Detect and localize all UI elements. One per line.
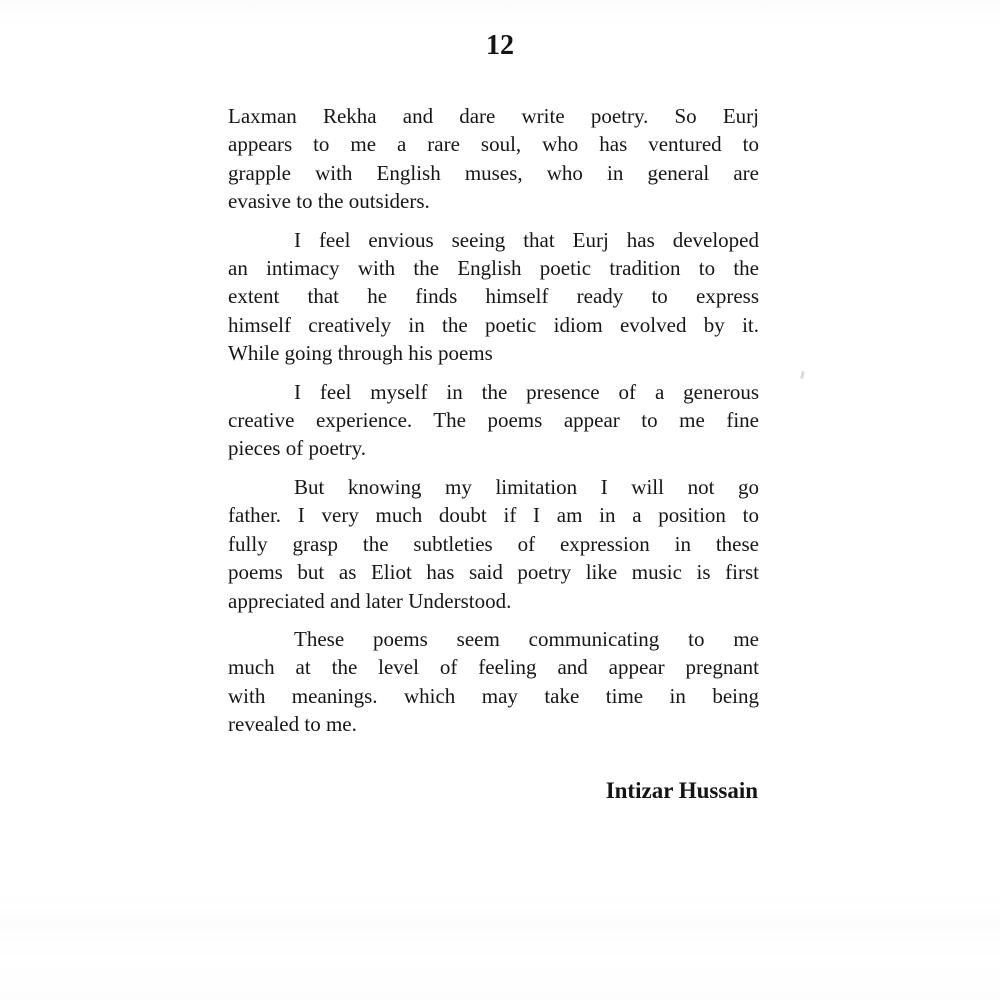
paragraph [228,226,759,368]
text-line: I feel myself in the presence of a generous [294,379,759,404]
text-line: But knowing my limitation I will not go [294,474,759,499]
text-line: Laxman Rekha and dare write poetry. So Eurj [228,104,759,128]
text-line: poems but as Eliot has said poetry like music is first [228,560,759,585]
text-line: father. I very much doubt if I am in a position to [228,503,759,528]
page-number: 12 [486,30,514,61]
text-line: pieces of poetry. [228,436,366,461]
paragraph [228,625,759,739]
text-line: extent that he finds himself ready to express [228,284,759,309]
text-line: an intimacy with the English poetic tradition to the [228,256,759,281]
scan-artifact-speck [800,371,805,379]
author-signature: Intizar Hussain [605,778,758,803]
text-line: revealed to me. [228,712,357,737]
text-line: with meanings. which may take time in being [228,683,759,708]
text-line: I feel envious seeing that Eurj has developed [294,227,759,252]
text-line: appears to me a rare soul, who has ventured to [228,132,759,157]
paragraph [228,473,759,615]
text-line: appreciated and later Understood. [228,588,512,613]
paragraph [228,378,759,463]
text-line: creative experience. The poems appear to me fine [228,408,759,433]
text-line: These poems seem communicating to me [294,626,759,651]
page-text-block [228,102,759,749]
text-line: grapple with English muses, who in general are [228,160,759,185]
text-line: evasive to the outsiders. [228,189,430,214]
text-line: much at the level of feeling and appear pregnant [228,655,759,680]
paragraph [228,102,759,216]
text-line: While going through his poems [228,341,493,366]
text-line: fully grasp the subtleties of expression in these [228,531,759,556]
text-line: himself creatively in the poetic idiom evolved by it. [228,312,759,337]
